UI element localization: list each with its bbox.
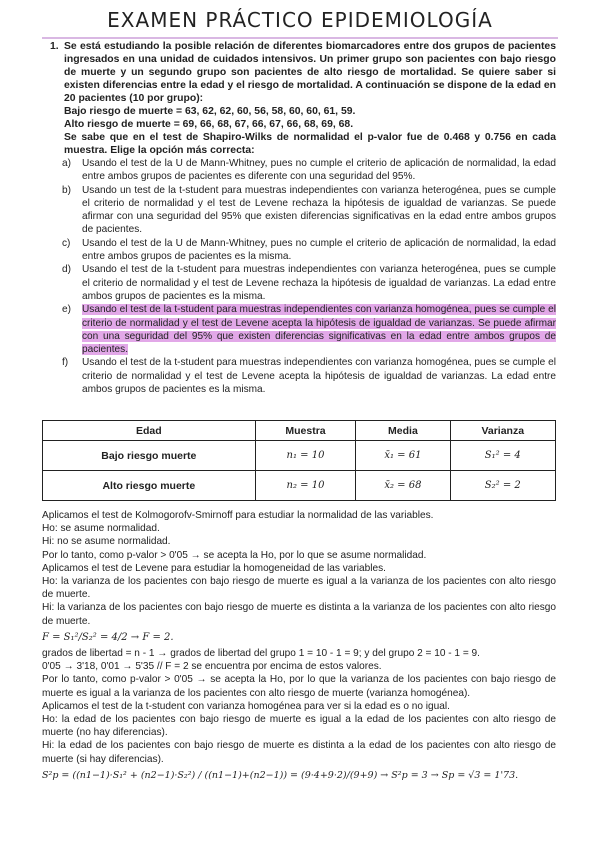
sample-size: n₁ = 10 — [255, 441, 356, 471]
paragraph: 0'05 → 3'18, 0'01 → 5'35 // F = 2 se encuentra por encima de estos valores. — [42, 661, 382, 673]
option-letter: b) — [62, 184, 71, 196]
header-cell: Media — [356, 421, 450, 441]
summary-table — [42, 420, 556, 501]
shapiro-text: Se sabe que en el test de Shapiro-Wilks de normalidad el p-valor fue de 0.468 y 0.756 en cada muestra. Elige la opción más correcta: — [64, 132, 556, 156]
low-risk-data: Bajo riesgo de muerte = 63, 62, 62, 60, 56, 58, 60, 60, 61, 59. — [64, 106, 356, 117]
sample-size: n₂ = 10 — [255, 471, 356, 501]
high-risk-data: Alto riesgo de muerte = 69, 66, 68, 67, 66, 67, 66, 68, 69, 68. — [64, 119, 354, 130]
header-cell: Varianza — [450, 421, 555, 441]
paragraph: Ho: la varianza de los pacientes con bajo riesgo de muerte es igual a la varianza de los pacientes con alto riesgo de muerte. — [42, 576, 556, 601]
f-ratio-equation: F = S₁²/S₂² = 4/2 → F = 2. — [42, 631, 174, 643]
row-label: Alto riesgo muerte — [43, 471, 256, 501]
option-b[interactable] — [60, 184, 556, 237]
paragraph: Aplicamos el test de Levene para estudiar la homogeneidad de las variables. — [42, 562, 386, 574]
option-text: Usando el test de la t-student para muestras independientes con varianza homogénea, pues se cumple el criterio de normalidad y el test de Levene acepta la hipótesis de igualdad de varianzas. La edad entre ambos grupos de pacientes es la misma. — [82, 357, 556, 396]
header-cell: Edad — [43, 421, 256, 441]
solution-text — [42, 509, 556, 782]
option-letter: a) — [62, 158, 71, 169]
mean-value: x̄₁ = 61 — [356, 441, 450, 471]
table-row — [43, 471, 556, 501]
page-title: EXAMEN PRÁCTICO EPIDEMIOLOGÍA — [107, 8, 493, 32]
table-row — [43, 441, 556, 471]
pooled-variance-equation: S²p = ((n1−1)·S₁² + (n2−1)·S₂²) / ((n1−1)+(n2−1)) = (9·4+9·2)/(9+9) → S²p = 3 → Sp = √3 = 1'73. — [42, 769, 519, 781]
variance-value: S₁² = 4 — [450, 441, 555, 471]
option-text: Usando el test de la U de Mann-Whitney, pues no cumple el criterio de aplicación de normalidad, la edad entre ambos grupos de pacientes es la misma. — [82, 237, 556, 263]
option-a[interactable] — [60, 157, 556, 184]
option-c[interactable] — [60, 237, 556, 264]
question-1 — [42, 40, 556, 396]
question-number: 1. — [50, 41, 59, 52]
option-f[interactable] — [60, 356, 556, 396]
paragraph: Aplicamos el test de la t-student con varianza homogénea para ver si la edad es o no igual. — [42, 700, 450, 712]
paragraph: Hi: la edad de los pacientes con bajo riesgo de muerte es distinta a la edad de los pacientes con alto riesgo de muerte (si hay diferencias). — [42, 740, 556, 765]
option-text: Usando un test de la t-student para muestras independientes con varianza heterogénea, pues se cumple el criterio de normalidad y el test de Levene rechaza la hipótesis de igualdad de varianzas. Se puede afirmar con una seguridad del 95% que existen diferencias significativas en la edad entre ambos grupos de pacientes. — [82, 184, 556, 236]
header-cell: Muestra — [255, 421, 356, 441]
option-text: Usando el test de la t-student para muestras independientes con varianza heterogénea, pues se cumple el criterio de normalidad y el test de Levene rechaza la hipótesis de igualdad de varianzas. La edad entre ambos grupos de pacientes es la misma. — [82, 264, 556, 302]
paragraph: Aplicamos el test de Kolmogorofv-Smirnoff para estudiar la normalidad de las variables. — [42, 510, 434, 521]
title-underline — [42, 37, 558, 39]
option-text: Usando el test de la U de Mann-Whitney, pues no cumple el criterio de aplicación de normalidad, la edad entre ambos grupos de pacientes es diferente con una seguridad del 95%. — [82, 158, 556, 183]
row-label: Bajo riesgo muerte — [43, 441, 256, 471]
stem-text: Se está estudiando la posible relación de diferentes biomarcadores entre dos grupos de pacientes ingresados en una unidad de cuidados intensivos. Un primer grupo son pacientes con bajo riesgo de muerte y un segundo grupo son pacientes de alto riesgo de mortalidad. Se quiere saber si existen diferencias entre la edad y el riesgo de mortalidad. A continuación se dispone de la edad en 20 pacientes (10 por grupo): — [64, 41, 556, 104]
option-d[interactable] — [60, 263, 556, 303]
option-letter: d) — [62, 264, 71, 276]
option-letter: e) — [62, 304, 71, 316]
paragraph: grados de libertad = n - 1 → grados de libertad del grupo 1 = 10 - 1 = 9; y del grupo 2 = 10 - 1 = 9. — [42, 648, 480, 660]
mean-value: x̄₂ = 68 — [356, 471, 450, 501]
question-stem — [64, 40, 556, 157]
option-e-highlighted[interactable] — [60, 303, 556, 356]
paragraph: Ho: la edad de los pacientes con bajo riesgo de muerte es igual a la edad de los pacientes con alto riesgo de muerte (no hay diferencias). — [42, 714, 556, 739]
option-letter: c) — [62, 237, 71, 249]
variance-value: S₂² = 2 — [450, 471, 555, 501]
paragraph: Hi: la varianza de los pacientes con bajo riesgo de muerte es distinta a la varianza de los pacientes con alto riesgo de muerte. — [42, 602, 556, 627]
paragraph: Ho: se asume normalidad. — [42, 523, 160, 535]
paragraph: Hi: no se asume normalidad. — [42, 536, 171, 548]
option-letter: f) — [62, 357, 69, 369]
paragraph: Por lo tanto, como p-valor > 0'05 → se acepta la Ho, por lo que la varianza de los pacientes con bajo riesgo de muerte es igual a la varianza de los pacientes con alto riesgo de muerte (varianza homogénea). — [42, 674, 556, 699]
paragraph: Por lo tanto, como p-valor > 0'05 → se acepta la Ho, por lo que se asume normalidad. — [42, 549, 427, 561]
option-text: Usando el test de la t-student para muestras independientes con varianza homogénea, pues se cumple el criterio de normalidad y el test de Levene acepta la hipótesis de igualdad de varianzas. Se puede afirmar con una seguridad del 95% que existen diferencias significativas en la edad entre ambos grupos de pacientes. — [82, 304, 556, 356]
options-list — [60, 157, 556, 396]
table-header-row — [43, 421, 556, 441]
